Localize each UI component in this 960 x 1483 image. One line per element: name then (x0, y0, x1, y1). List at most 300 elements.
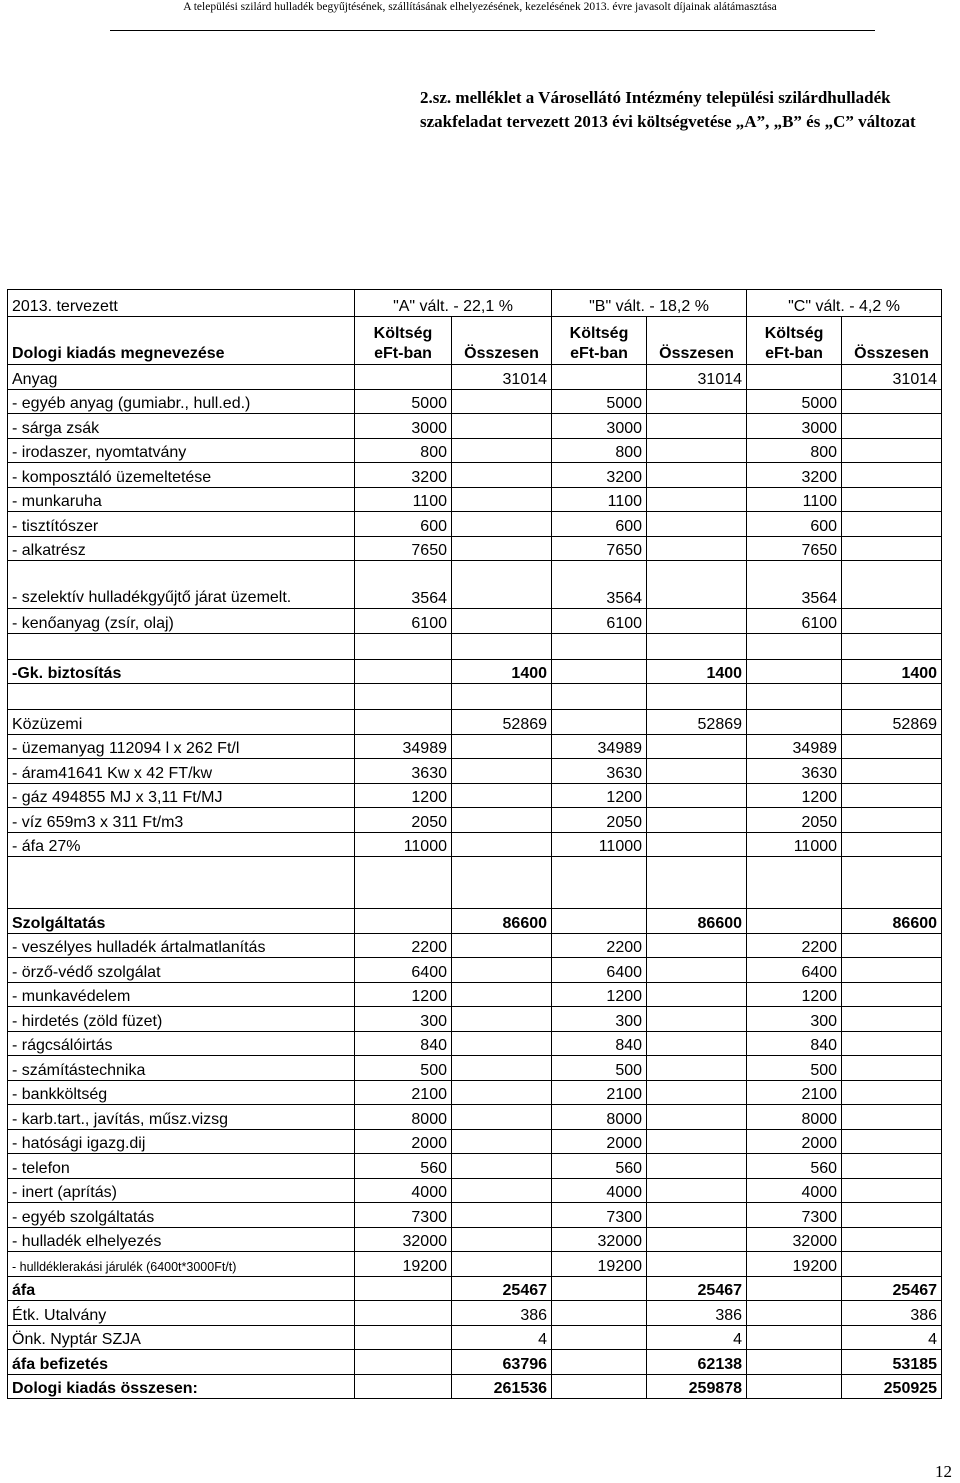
table-row (8, 857, 942, 909)
c-total-cell (842, 1178, 942, 1203)
b-cost-cell: 3630 (552, 759, 647, 784)
row-label: - inert (aprítás) (8, 1178, 355, 1203)
c-cost-cell (747, 1325, 842, 1350)
a-total-cell (452, 438, 552, 463)
row-label: Étk. Utalvány (8, 1301, 355, 1326)
a-total-cell (452, 1056, 552, 1081)
b-cost-cell: 11000 (552, 832, 647, 857)
a-total-cell: 261536 (452, 1374, 552, 1399)
a-total-cell (452, 1007, 552, 1032)
running-header: A települési szilárd hulladék begyűjtésének, szállításának elhelyezésének, kezelésének 2013. évre javasolt díjainak alátámasztása (183, 1, 777, 13)
row-label: - hatósági igazg.dij (8, 1129, 355, 1154)
column-header-cost (747, 317, 842, 365)
a-cost-cell: 3000 (355, 414, 452, 439)
b-total-cell (647, 1203, 747, 1228)
row-label: - szelektív hulladékgyűjtő járat üzemelt. (8, 561, 355, 609)
a-total-cell (452, 1178, 552, 1203)
a-cost-cell (355, 1374, 452, 1399)
c-cost-cell (747, 857, 842, 909)
a-cost-cell (355, 1276, 452, 1301)
b-total-cell (647, 759, 747, 784)
c-cost-cell: 32000 (747, 1227, 842, 1252)
b-total-cell (647, 832, 747, 857)
row-label (8, 633, 355, 659)
a-cost-cell (355, 684, 452, 710)
table-row (8, 487, 942, 512)
c-total-cell: 250925 (842, 1374, 942, 1399)
b-total-cell: 86600 (647, 909, 747, 934)
cost-label-line1: Költség (373, 325, 433, 342)
a-total-cell: 52869 (452, 710, 552, 735)
b-cost-cell: 3564 (552, 561, 647, 609)
b-cost-cell (552, 365, 647, 390)
annex-title (420, 86, 960, 134)
b-total-cell (647, 389, 747, 414)
c-total-cell (842, 808, 942, 833)
c-total-cell (842, 1105, 942, 1130)
a-cost-cell: 600 (355, 512, 452, 537)
c-total-cell (842, 734, 942, 759)
row-label: - víz 659m3 x 311 Ft/m3 (8, 808, 355, 833)
cost-label-line1: Költség (569, 325, 629, 342)
c-cost-cell: 1200 (747, 783, 842, 808)
a-total-cell (452, 487, 552, 512)
table-row (8, 609, 942, 634)
row-label (8, 684, 355, 710)
b-total-cell (647, 783, 747, 808)
c-total-cell (842, 536, 942, 561)
c-total-cell: 53185 (842, 1350, 942, 1375)
a-total-cell (452, 1031, 552, 1056)
c-total-cell (842, 857, 942, 909)
table-row (8, 1350, 942, 1375)
b-total-cell (647, 933, 747, 958)
b-cost-cell (552, 857, 647, 909)
b-total-cell: 386 (647, 1301, 747, 1326)
c-total-cell (842, 1252, 942, 1277)
c-cost-cell: 3000 (747, 414, 842, 439)
c-cost-cell (747, 1350, 842, 1375)
c-total-cell (842, 1154, 942, 1179)
c-total-cell (842, 1080, 942, 1105)
a-cost-cell (355, 710, 452, 735)
b-cost-cell: 300 (552, 1007, 647, 1032)
b-cost-cell: 6100 (552, 609, 647, 634)
table-row (8, 1203, 942, 1228)
a-cost-cell (355, 365, 452, 390)
row-label: áfa befizetés (8, 1350, 355, 1375)
table-row (8, 365, 942, 390)
c-total-cell (842, 1203, 942, 1228)
a-cost-cell: 2000 (355, 1129, 452, 1154)
b-total-cell (647, 1154, 747, 1179)
a-cost-cell: 1200 (355, 783, 452, 808)
a-cost-cell (355, 1301, 452, 1326)
c-cost-cell: 5000 (747, 389, 842, 414)
row-label: Önk. Nyptár SZJA (8, 1325, 355, 1350)
b-total-cell (647, 512, 747, 537)
c-total-cell (842, 487, 942, 512)
table-row (8, 389, 942, 414)
c-total-cell: 4 (842, 1325, 942, 1350)
row-label: Szolgáltatás (8, 909, 355, 934)
b-cost-cell: 500 (552, 1056, 647, 1081)
c-cost-cell: 2200 (747, 933, 842, 958)
a-total-cell (452, 857, 552, 909)
b-cost-cell: 2050 (552, 808, 647, 833)
b-total-cell (647, 1056, 747, 1081)
a-total-cell (452, 1105, 552, 1130)
a-cost-cell: 2050 (355, 808, 452, 833)
b-total-cell (647, 1031, 747, 1056)
b-total-cell (647, 463, 747, 488)
a-total-cell (452, 414, 552, 439)
table-row (8, 1056, 942, 1081)
b-total-cell (647, 1080, 747, 1105)
cost-label-line2: eFt-ban (570, 345, 628, 362)
table-row (8, 1105, 942, 1130)
b-total-cell: 52869 (647, 710, 747, 735)
c-cost-cell: 19200 (747, 1252, 842, 1277)
b-cost-cell (552, 1276, 647, 1301)
c-cost-cell (747, 659, 842, 684)
table-row (8, 734, 942, 759)
b-cost-cell (552, 1301, 647, 1326)
column-header-cost (355, 317, 452, 365)
c-cost-cell: 8000 (747, 1105, 842, 1130)
c-cost-cell: 7650 (747, 536, 842, 561)
cost-label-line2: eFt-ban (765, 345, 823, 362)
row-label: - sárga zsák (8, 414, 355, 439)
a-cost-cell: 32000 (355, 1227, 452, 1252)
c-total-cell (842, 832, 942, 857)
b-cost-cell: 19200 (552, 1252, 647, 1277)
c-total-cell (842, 389, 942, 414)
a-total-cell (452, 1154, 552, 1179)
c-cost-cell (747, 710, 842, 735)
b-cost-cell (552, 633, 647, 659)
c-total-cell: 386 (842, 1301, 942, 1326)
row-label: - üzemanyag 112094 l x 262 Ft/l (8, 734, 355, 759)
b-total-cell (647, 734, 747, 759)
c-cost-cell (747, 684, 842, 710)
a-total-cell (452, 958, 552, 983)
b-total-cell (647, 1105, 747, 1130)
a-cost-cell: 4000 (355, 1178, 452, 1203)
table-row (8, 1178, 942, 1203)
row-label: Közüzemi (8, 710, 355, 735)
b-cost-cell: 600 (552, 512, 647, 537)
c-cost-cell: 2050 (747, 808, 842, 833)
row-label: áfa (8, 1276, 355, 1301)
c-cost-cell: 6400 (747, 958, 842, 983)
c-total-cell (842, 1007, 942, 1032)
a-total-cell (452, 536, 552, 561)
c-total-cell (842, 438, 942, 463)
column-header-total: Összesen (452, 317, 552, 365)
table-row (8, 1031, 942, 1056)
b-cost-cell (552, 1325, 647, 1350)
c-total-cell (842, 933, 942, 958)
c-cost-cell: 2000 (747, 1129, 842, 1154)
a-cost-cell (355, 1325, 452, 1350)
row-label: - tisztítószer (8, 512, 355, 537)
c-total-cell: 1400 (842, 659, 942, 684)
c-cost-cell: 6100 (747, 609, 842, 634)
row-label (8, 857, 355, 909)
a-total-cell (452, 783, 552, 808)
table-row (8, 958, 942, 983)
b-cost-cell: 5000 (552, 389, 647, 414)
table-row (8, 1325, 942, 1350)
row-label: - hulladék elhelyezés (8, 1227, 355, 1252)
b-total-cell (647, 1252, 747, 1277)
row-label: - irodaszer, nyomtatvány (8, 438, 355, 463)
a-total-cell (452, 1252, 552, 1277)
b-total-cell: 1400 (647, 659, 747, 684)
b-cost-cell (552, 909, 647, 934)
a-total-cell: 31014 (452, 365, 552, 390)
budget-table (7, 289, 942, 1399)
c-cost-cell: 11000 (747, 832, 842, 857)
row-label: - veszélyes hulladék ártalmatlanítás (8, 933, 355, 958)
row-label: - hulldéklerakási járulék (6400t*3000Ft/t) (8, 1252, 355, 1277)
c-total-cell (842, 783, 942, 808)
c-cost-cell: 300 (747, 1007, 842, 1032)
a-cost-cell: 1100 (355, 487, 452, 512)
a-cost-cell: 19200 (355, 1252, 452, 1277)
table-row (8, 1154, 942, 1179)
column-header-total: Összesen (842, 317, 942, 365)
c-cost-cell: 3200 (747, 463, 842, 488)
c-total-cell (842, 958, 942, 983)
table-row (8, 1276, 942, 1301)
table-row (8, 759, 942, 784)
row-label: - áram41641 Kw x 42 FT/kw (8, 759, 355, 784)
a-cost-cell: 34989 (355, 734, 452, 759)
a-cost-cell (355, 857, 452, 909)
table-row (8, 1374, 942, 1399)
cost-label-line2: eFt-ban (374, 345, 432, 362)
b-total-cell: 25467 (647, 1276, 747, 1301)
b-cost-cell: 2000 (552, 1129, 647, 1154)
b-cost-cell: 7650 (552, 536, 647, 561)
variant-c-header: "C" vált. - 4,2 % (747, 290, 942, 317)
a-total-cell (452, 734, 552, 759)
c-cost-cell: 600 (747, 512, 842, 537)
c-cost-cell: 800 (747, 438, 842, 463)
a-cost-cell: 7650 (355, 536, 452, 561)
b-cost-cell: 800 (552, 438, 647, 463)
c-total-cell (842, 1056, 942, 1081)
a-cost-cell: 6400 (355, 958, 452, 983)
row-label: - gáz 494855 MJ x 3,11 Ft/MJ (8, 783, 355, 808)
c-cost-cell: 1100 (747, 487, 842, 512)
a-cost-cell (355, 1350, 452, 1375)
a-total-cell (452, 1129, 552, 1154)
column-header-total: Összesen (647, 317, 747, 365)
a-total-cell: 386 (452, 1301, 552, 1326)
row-label: - alkatrész (8, 536, 355, 561)
row-label: - örző-védő szolgálat (8, 958, 355, 983)
c-total-cell (842, 1227, 942, 1252)
a-cost-cell: 840 (355, 1031, 452, 1056)
table-row (8, 832, 942, 857)
a-total-cell (452, 1080, 552, 1105)
table-row (8, 1252, 942, 1277)
a-cost-cell (355, 659, 452, 684)
row-label: - számítástechnika (8, 1056, 355, 1081)
row-label: - munkaruha (8, 487, 355, 512)
c-total-cell (842, 463, 942, 488)
c-total-cell: 52869 (842, 710, 942, 735)
b-total-cell (647, 684, 747, 710)
a-total-cell (452, 759, 552, 784)
b-cost-cell (552, 659, 647, 684)
row-label: - munkavédelem (8, 982, 355, 1007)
table-row (8, 414, 942, 439)
c-cost-cell: 3630 (747, 759, 842, 784)
b-cost-cell: 840 (552, 1031, 647, 1056)
a-cost-cell: 5000 (355, 389, 452, 414)
b-cost-cell: 4000 (552, 1178, 647, 1203)
b-total-cell (647, 609, 747, 634)
a-total-cell: 86600 (452, 909, 552, 934)
c-cost-cell: 500 (747, 1056, 842, 1081)
b-total-cell (647, 1227, 747, 1252)
table-top-row (8, 290, 942, 317)
a-cost-cell: 2200 (355, 933, 452, 958)
table-row (8, 808, 942, 833)
c-total-cell (842, 414, 942, 439)
b-total-cell (647, 808, 747, 833)
a-total-cell (452, 633, 552, 659)
c-total-cell (842, 1031, 942, 1056)
table-row (8, 659, 942, 684)
row-label: Dologi kiadás összesen: (8, 1374, 355, 1399)
a-total-cell (452, 512, 552, 537)
table-row (8, 684, 942, 710)
b-cost-cell (552, 1350, 647, 1375)
b-total-cell (647, 633, 747, 659)
c-cost-cell: 3564 (747, 561, 842, 609)
page-number: 12 (935, 1462, 952, 1481)
b-cost-cell (552, 710, 647, 735)
a-cost-cell: 6100 (355, 609, 452, 634)
a-cost-cell: 8000 (355, 1105, 452, 1130)
b-cost-cell: 1200 (552, 982, 647, 1007)
a-cost-cell: 3630 (355, 759, 452, 784)
table-row (8, 1080, 942, 1105)
b-total-cell (647, 1129, 747, 1154)
c-total-cell: 25467 (842, 1276, 942, 1301)
b-total-cell: 4 (647, 1325, 747, 1350)
b-total-cell (647, 536, 747, 561)
row-label: - karb.tart., javítás, műsz.vizsg (8, 1105, 355, 1130)
b-cost-cell (552, 684, 647, 710)
c-cost-cell: 840 (747, 1031, 842, 1056)
table-header-row (8, 317, 942, 365)
b-cost-cell: 8000 (552, 1105, 647, 1130)
column-header-cost (552, 317, 647, 365)
b-cost-cell: 7300 (552, 1203, 647, 1228)
c-total-cell: 86600 (842, 909, 942, 934)
table-row (8, 561, 942, 609)
annex-title-line1: 2.sz. melléklet a Városellátó Intézmény települési szilárdhulladék (420, 88, 891, 107)
a-total-cell: 4 (452, 1325, 552, 1350)
c-total-cell (842, 1129, 942, 1154)
table-row (8, 933, 942, 958)
table-row (8, 1007, 942, 1032)
table-row (8, 463, 942, 488)
variant-b-header: "B" vált. - 18,2 % (552, 290, 747, 317)
table-row (8, 536, 942, 561)
b-cost-cell: 560 (552, 1154, 647, 1179)
a-cost-cell (355, 909, 452, 934)
a-total-cell: 25467 (452, 1276, 552, 1301)
a-total-cell (452, 933, 552, 958)
a-total-cell (452, 832, 552, 857)
row-label: - telefon (8, 1154, 355, 1179)
a-cost-cell: 500 (355, 1056, 452, 1081)
plan-year-cell: 2013. tervezett (8, 290, 355, 317)
b-total-cell (647, 958, 747, 983)
b-cost-cell: 32000 (552, 1227, 647, 1252)
a-cost-cell: 11000 (355, 832, 452, 857)
row-label: - egyéb szolgáltatás (8, 1203, 355, 1228)
c-cost-cell (747, 633, 842, 659)
a-total-cell (452, 808, 552, 833)
row-label: - bankköltség (8, 1080, 355, 1105)
b-total-cell (647, 561, 747, 609)
a-total-cell (452, 684, 552, 710)
a-cost-cell: 800 (355, 438, 452, 463)
row-label: -Gk. biztosítás (8, 659, 355, 684)
cost-label-line1: Költség (764, 325, 824, 342)
b-total-cell (647, 1007, 747, 1032)
c-cost-cell: 34989 (747, 734, 842, 759)
c-cost-cell (747, 909, 842, 934)
a-cost-cell: 7300 (355, 1203, 452, 1228)
row-label: - rágcsálóirtás (8, 1031, 355, 1056)
c-cost-cell: 7300 (747, 1203, 842, 1228)
row-label: Anyag (8, 365, 355, 390)
a-cost-cell: 560 (355, 1154, 452, 1179)
c-total-cell (842, 512, 942, 537)
c-total-cell (842, 982, 942, 1007)
a-cost-cell (355, 633, 452, 659)
c-cost-cell: 560 (747, 1154, 842, 1179)
column-header-name: Dologi kiadás megnevezése (8, 317, 355, 365)
a-total-cell: 63796 (452, 1350, 552, 1375)
b-cost-cell (552, 1374, 647, 1399)
c-total-cell: 31014 (842, 365, 942, 390)
b-total-cell (647, 982, 747, 1007)
a-cost-cell: 2100 (355, 1080, 452, 1105)
c-cost-cell: 4000 (747, 1178, 842, 1203)
a-total-cell (452, 609, 552, 634)
c-total-cell (842, 561, 942, 609)
table-row (8, 982, 942, 1007)
b-cost-cell: 6400 (552, 958, 647, 983)
b-total-cell (647, 438, 747, 463)
a-total-cell (452, 1203, 552, 1228)
c-cost-cell (747, 1374, 842, 1399)
b-total-cell: 62138 (647, 1350, 747, 1375)
a-cost-cell: 3564 (355, 561, 452, 609)
b-total-cell (647, 857, 747, 909)
table-row (8, 710, 942, 735)
